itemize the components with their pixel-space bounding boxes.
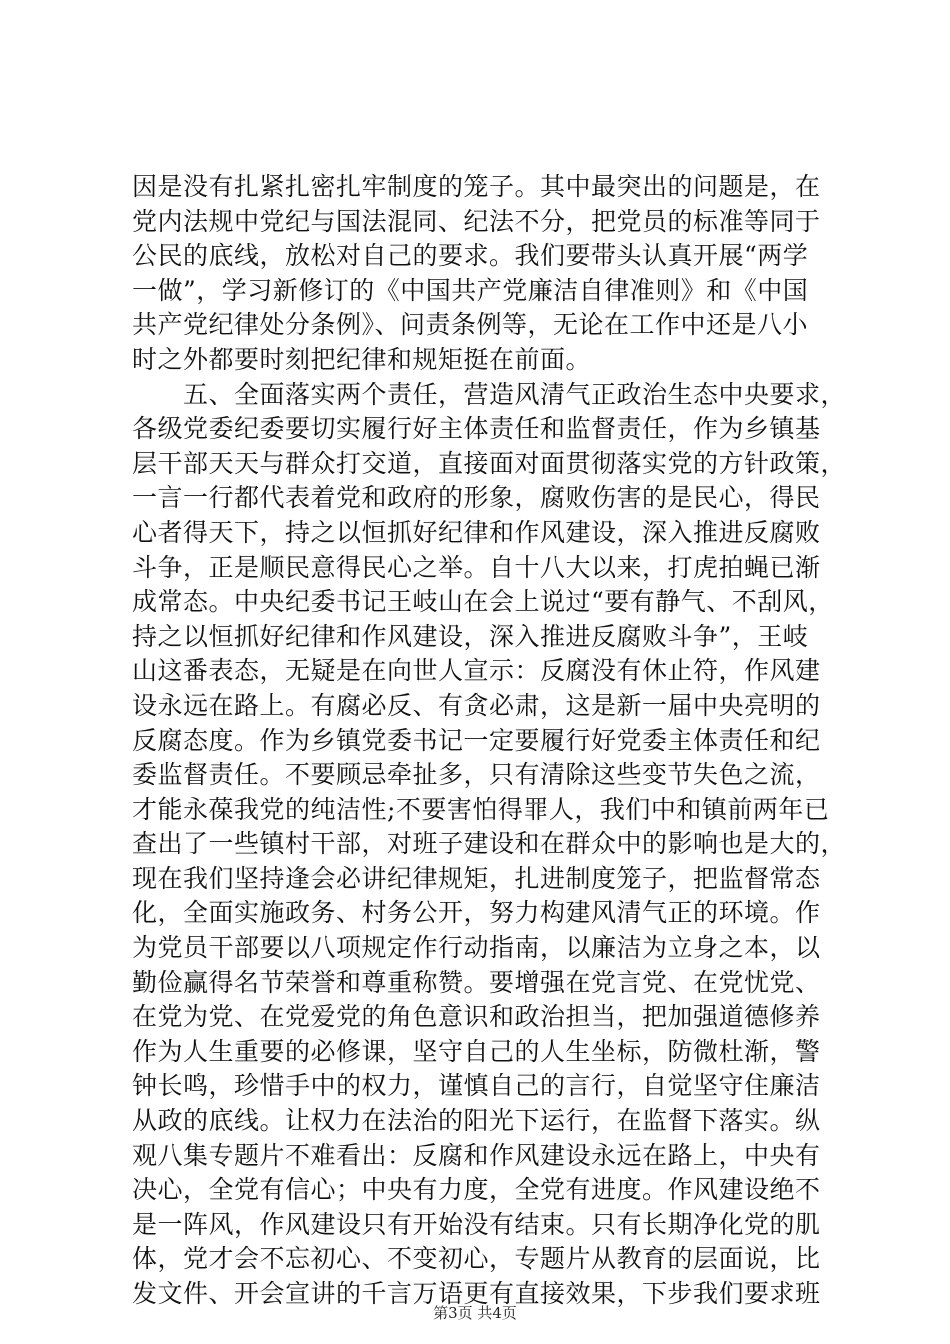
text-line: 从政的底线。让权力在法治的阳光下运行，在监督下落实。纵	[132, 1106, 821, 1136]
text-line: 钟长鸣，珍惜手中的权力，谨慎自己的言行，自觉坚守住廉洁	[132, 1071, 821, 1101]
text-line: 现在我们坚持逢会必讲纪律规矩，扎进制度笼子，把监督常态	[132, 863, 821, 893]
text-line: 心者得天下，持之以恒抓好纪律和作风建设，深入推进反腐败	[132, 517, 821, 547]
text-line: 勤俭赢得名节荣誉和尊重称赞。要增强在党言党、在党忧党、	[132, 967, 821, 997]
text-line: 反腐态度。作为乡镇党委书记一定要履行好党委主体责任和纪	[132, 725, 821, 755]
text-line: 在党为党、在党爱党的角色意识和政治担当，把加强道德修养	[132, 1002, 821, 1032]
text-line: 一言一行都代表着党和政府的形象，腐败伤害的是民心，得民	[132, 483, 821, 513]
text-line: 观八集专题片不难看出：反腐和作风建设永远在路上，中央有	[132, 1140, 821, 1170]
page-footer: 第3页 共4页	[433, 1304, 517, 1322]
text-line: 成常态。中央纪委书记王岐山在会上说过“要有静气、不刮风，	[132, 587, 834, 617]
text-line: 共产党纪律处分条例》、问责条例等，无论在工作中还是八小	[132, 310, 809, 340]
text-line: 才能永葆我党的纯洁性;不要害怕得罪人，我们中和镇前两年已	[132, 794, 830, 824]
text-line: 因是没有扎紧扎密扎牢制度的笼子。其中最突出的问题是，在	[132, 172, 821, 201]
text-line: 体，党才会不忘初心、不变初心，专题片从教育的层面说，比	[132, 1244, 821, 1274]
text-line: 各级党委纪委要切实履行好主体责任和监督责任，作为乡镇基	[132, 414, 821, 444]
text-line: 一做”，学习新修订的《中国共产党廉洁自律准则》和《中国	[132, 275, 809, 305]
text-line: 山这番表态，无疑是在向世人宣示：反腐没有休止符，作风建	[132, 656, 821, 686]
text-line: 时之外都要时刻把纪律和规矩挺在前面。	[132, 344, 592, 374]
document-body	[132, 170, 847, 1312]
text-line: 委监督责任。不要顾忌牵扯多，只有清除这些变节失色之流，	[132, 760, 821, 790]
text-line: 查出了一些镇村干部，对班子建设和在群众中的影响也是大的，	[132, 829, 847, 859]
text-line: 层干部天天与群众打交道，直接面对面贯彻落实党的方针政策，	[132, 448, 847, 478]
text-line: 为党员干部要以八项规定作行动指南，以廉洁为立身之本，以	[132, 933, 821, 963]
text-line: 发文件、开会宣讲的千言万语更有直接效果，下步我们要求班	[132, 1279, 821, 1308]
text-line: 党内法规中党纪与国法混同、纪法不分，把党员的标准等同于	[132, 206, 821, 236]
text-line: 设永远在路上。有腐必反、有贪必肃，这是新一届中央亮明的	[132, 690, 821, 720]
text-line: 斗争，正是顺民意得民心之举。自十八大以来，打虎拍蝇已渐	[132, 552, 821, 582]
text-line: 持之以恒抓好纪律和作风建设，深入推进反腐败斗争”，王岐	[132, 621, 809, 651]
text-line: 公民的底线，放松对自己的要求。我们要带头认真开展“两学	[132, 241, 809, 271]
text-line: 决心，全党有信心；中央有力度，全党有进度。作风建设绝不	[132, 1175, 821, 1205]
text-line: 作为人生重要的必修课，坚守自己的人生坐标，防微杜渐，警	[132, 1036, 821, 1066]
text-line: 是一阵风，作风建设只有开始没有结束。只有长期净化党的肌	[132, 1209, 821, 1239]
text-line: 化，全面实施政务、村务公开，努力构建风清气正的环境。作	[132, 898, 821, 928]
text-line: 五、全面落实两个责任，营造风清气正政治生态中央要求，	[132, 379, 847, 409]
